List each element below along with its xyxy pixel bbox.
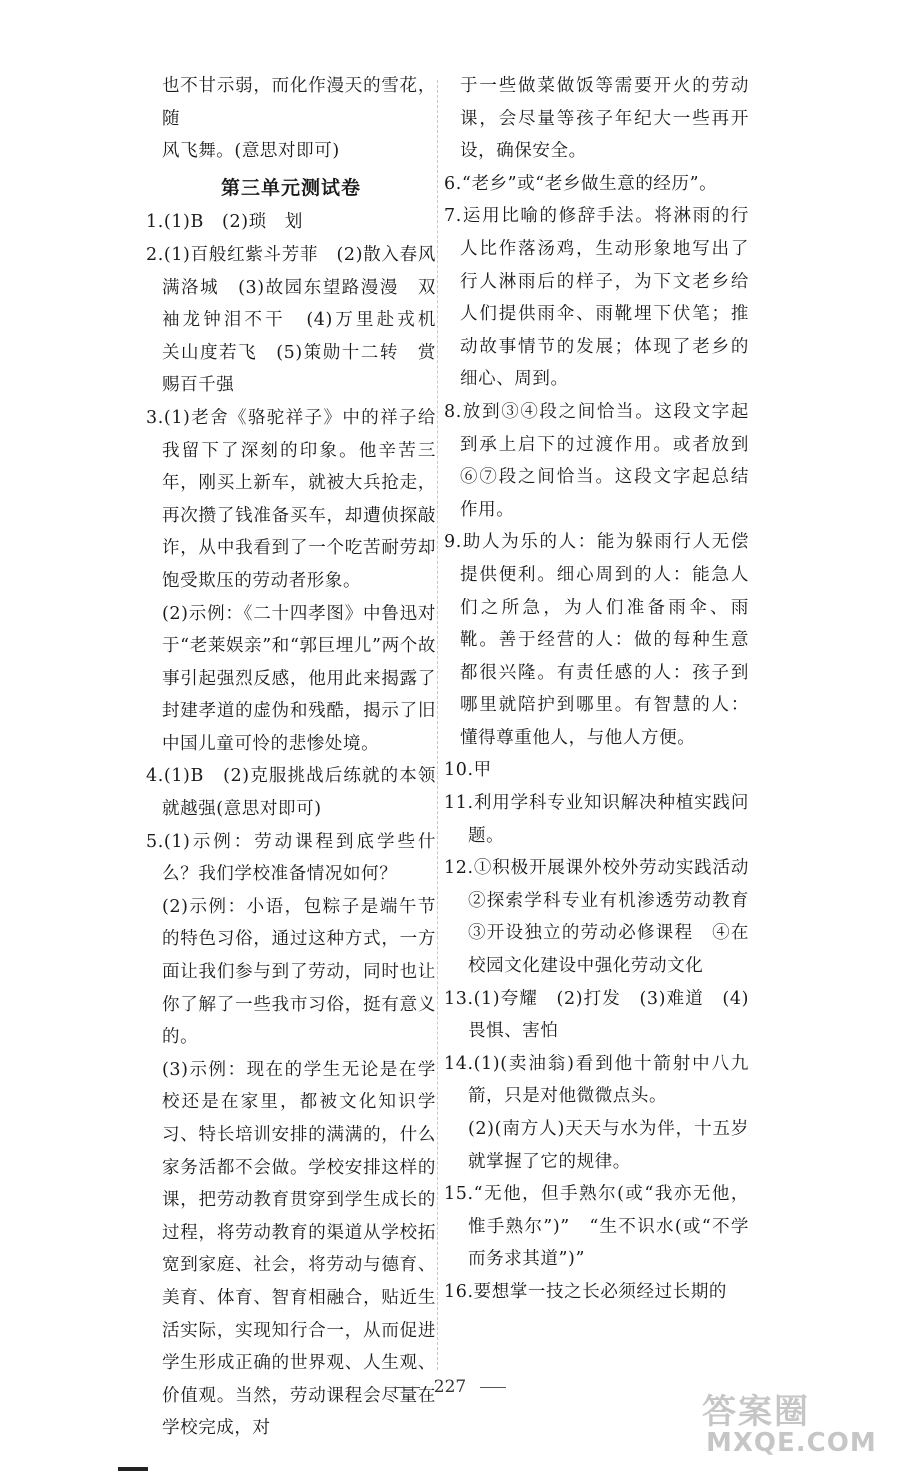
intro-line: 风飞舞。(意思对即可): [162, 141, 340, 162]
answer-item-5-2: (2)示例：小语，包粽子是端午节的特色习俗，通过这种方式，一方面让我们参与到了劳动，同时也让你了解了一些我市习俗，挺有意义的。: [162, 896, 436, 1048]
column-divider: [437, 80, 438, 1370]
answer-item-3-2: (2)示例：《二十四孝图》中鲁迅对于“老莱娱亲”和“郭巨埋儿”两个故事引起强烈反感，他用此来揭露了封建孝道的虚伪和残酷，揭示了旧中国儿童可怜的悲惨处境。: [162, 603, 436, 754]
answer-item-3-1: 3.(1)老舍《骆驼祥子》中的祥子给我留下了深刻的印象。他辛苦三年，刚买上新车，就被大兵抢走，再次攒了钱准备买车，却遭侦探敲诈，从中我看到了一个吃苦耐劳却饱受欺压的劳动者形象。: [146, 407, 436, 591]
answer-item-12: 12.①积极开展课外校外劳动实践活动 ②探索学科专业有机渗透劳动教育 ③开设独立的劳动必修课程 ④在校园文化建设中强化劳动文化: [444, 858, 768, 977]
answer-item-5-3-continued: 于一些做菜做饭等需要开火的劳动课，会尽量等孩子年纪大一些再开设，确保安全。: [460, 76, 749, 162]
section-title: 第三单元测试卷: [220, 176, 361, 199]
answer-item-5-3: (3)示例：现在的学生无论是在学校还是在家里，都被文化知识学习、特长培训安排的满满的，什么家务活都不会做。学校安排这样的课，把劳动教育贯穿到学生成长的过程，将劳动教育的渠道从学校拓宽到家庭、社会，将劳动与德育、美育、体育、智育相融合，贴近生活实际，实现知行合一，从而促进学生形成正确的世界观、人生观、价值观。当然，劳动课程会尽量在学校完成，对: [162, 1059, 436, 1439]
answer-item-4: 4.(1)B (2)克服挑战后练就的本领就越强(意思对即可): [146, 766, 436, 820]
answer-item-2: 2.(1)百般红紫斗芳菲 (2)散入春风满洛城 (3)故园东望路漫漫 双袖龙钟泪不干 (4)万里赴戎机 关山度若飞 (5)策勋十二转 赏赐百千强: [146, 244, 455, 396]
answer-item-5-1: 5.(1)示例：劳动课程到底学些什么？我们学校准备情况如何？: [146, 831, 436, 885]
corner-mark: [118, 1467, 148, 1471]
answer-item-16: 16.要想掌一技之长必须经过长期的: [444, 1281, 728, 1302]
page-number-dash: [394, 1387, 420, 1388]
right-column: [444, 70, 768, 1309]
watermark: [692, 1384, 882, 1464]
answer-item-8: 8.放到③④段之间恰当。这段文字起到承上启下的过渡作用。或者放到⑥⑦段之间恰当。这段文字起总结作用。: [444, 401, 749, 520]
answer-item-10: 10.甲: [444, 760, 492, 781]
intro-line: 也不甘示弱，而化作漫天的雪花，随: [162, 76, 436, 129]
answer-item-7: 7.运用比喻的修辞手法。将淋雨的行人比作落汤鸡，生动形象地写出了行人淋雨后的样子，为下文老乡给人们提供雨伞、雨靴埋下伏笔；推动故事情节的发展；体现了老乡的细心、周到。: [444, 206, 749, 390]
answer-item-14-1: 14.(1)(卖油翁)看到他十箭射中八九箭，只是对他微微点头。: [444, 1053, 749, 1107]
page-number-dash: [480, 1387, 506, 1388]
answer-item-14-2: (2)(南方人)天天与水为伴，十五岁就掌握了它的规律。: [468, 1119, 749, 1172]
watermark-url: MXQE.COM: [706, 1428, 877, 1458]
answer-item-9: 9.助人为乐的人：能为躲雨行人无偿提供便利。细心周到的人：能急人们之所急，为人们准备雨伞、雨靴。善于经营的人：做的每种生意都很兴隆。有责任感的人：孩子到哪里就陪护到哪里。有智慧的人：懂得尊重他人，与他人方便。: [444, 532, 749, 748]
answer-item-13: 13.(1)夸耀 (2)打发 (3)难道 (4)畏惧、害怕: [444, 988, 749, 1042]
page-number-text: 227: [433, 1377, 467, 1397]
answer-item-11: 11.利用学科专业知识解决种植实践问题。: [444, 793, 749, 846]
answer-item-6: 6.“老乡”或“老乡做生意的经历”。: [444, 173, 718, 194]
answer-item-15: 15.“无他，但手熟尔(或“我亦无他，惟手熟尔”)” “生不识水(或“不学而务求其道”)”: [444, 1184, 749, 1270]
answer-item-1: 1.(1)B (2)琐 划: [146, 212, 303, 233]
watermark-logo: 答案圈: [702, 1392, 810, 1432]
